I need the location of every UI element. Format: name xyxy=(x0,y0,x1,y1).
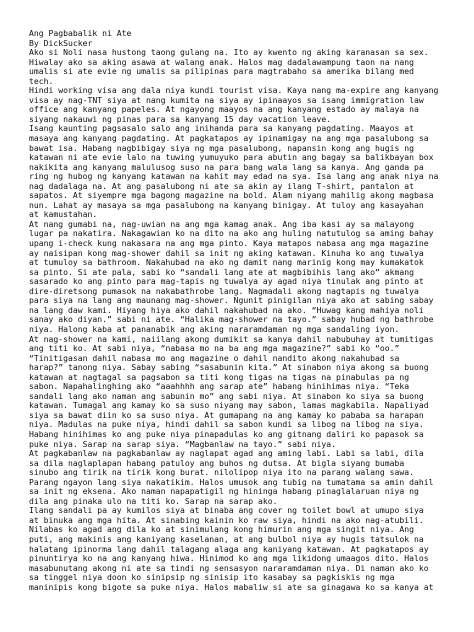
text-line: Nilabas ko agad ang dila ko at sinimulang kong himurin ang mga singit niya. Ang xyxy=(29,525,414,535)
text-line: maninipis kong bigote sa puke niya. Halos mabaliw si ate sa ginagawa ko sa kanya at xyxy=(29,582,434,592)
text-line: sa pinto. Si ate pala, sabi ko “sandali lang ate at magbibihis lang ako” akmang xyxy=(29,267,414,277)
text-line: tech. xyxy=(29,76,54,86)
text-line: visa ay nag-TNT siya at nang kumita na siya ay ipinaayos sa isang immigration law xyxy=(29,95,424,105)
text-line: nag dadalaga na. At ang pasalubong ni ate sa akin ay ilang T-shirt, pantalon at xyxy=(29,181,414,191)
text-line: sapatos. At siyempre mga bagong magazine na bold. Alam niyang mahilig akong magbasa xyxy=(29,191,434,201)
text-line: office ang kanyang papeles. At ngayong maayos na ang kanyang estado ay malaya na xyxy=(29,105,419,115)
text-line: halatang ipinorma lang dahil talagang alaga ang kaniyang katawan. At pagkatapos ay xyxy=(29,544,429,554)
text-line: siya sa bawat diin ko sa suso niya. At gumapang na ang kamay ko pababa sa harapan xyxy=(29,410,424,420)
text-line: at kamustahan. xyxy=(29,210,98,220)
text-line: At pagkabanlaw na pagkabanlaw ay naglapat agad ang aming labi. Labi sa labi, dila xyxy=(29,449,424,459)
text-line: sinubo ang tirik na tirik kong burat. nilolipop niya ito na parang walang sawa. xyxy=(29,468,414,478)
text-line: Isang kaunting pagsasalo salo ang inihanda para sa kanyang pagdating. Maayos at xyxy=(29,124,414,134)
text-line: Hiwalay ako sa aking asawa at walang anak. Halos mag dadalawampung taon na nang xyxy=(29,57,414,67)
text-line: ay naisipan kong mag-shower dahil sa init ng aking katawan. Kinuha ko ang tuwalya xyxy=(29,248,424,258)
text-line: At nang gumabi na, nag-uwian na ang mga kamag anak. Ang iba kasi ay sa malayong xyxy=(29,219,414,229)
text-line: para siya na lang ang maunang mag-shower. Ngunit pinigilan niya ako at sabing sabay xyxy=(29,296,434,306)
text-line: Ilang sandali pa ay kumilos siya at binaba ang cover ng toilet bowl at umupo siya xyxy=(29,506,424,516)
text-line: nun. Lahat ay masaya sa mga pasalubong na kanyang binigay. At tuloy ang kasayahan xyxy=(29,200,424,210)
text-line: at binuka ang mga hita. At sinabing kainin ko raw siya, hindi na ako nag-atubili. xyxy=(29,515,424,525)
text-line: ang titi ko. At sabi niya, “nabasa mo na ba ang mga magazine?” sabi ko “oo.” xyxy=(29,344,400,354)
text-line: na lang daw kami. Hiyang hiya ako dahil nakahubad na ako. “Huwag kang mahiya noli xyxy=(29,305,424,315)
text-line: harap?” tanong niya. Sabay sabing “sasabunin kita.” At sinabon niya akong sa buong xyxy=(29,363,429,373)
text-line: masaya ang kanyang pagdating. At pagkatapos ay ipinamigay na ang mga pasalubong sa xyxy=(29,134,429,144)
text-line: sandali lang ako naman ang sabunin mo” ang sabi niya. At sinabon ko siya sa buong xyxy=(29,391,424,401)
document-text xyxy=(29,48,459,592)
text-line: upang i-check kung nakasara na ang mga pinto. Kaya matapos nabasa ang mga magazine xyxy=(29,239,429,249)
text-line: nakikita ang kanyang malulusog suso na para bang wala lang sa kanya. Ang ganda pa xyxy=(29,162,424,172)
text-line: Habang hinihimas ko ang puke niya pinapadulas ko ang gitnang daliri ko papasok sa xyxy=(29,429,424,439)
text-line: katawan at nagtagal sa pagsabon sa titi kong tigas na tigas na pinabulas pa ng xyxy=(29,372,410,382)
document-title: Ang Pagbabalik ni Ate xyxy=(29,29,132,38)
text-line: Parang ngayon lang siya nakatikim. Halos umusok ang tubig na tumatama sa amin dahil xyxy=(29,477,434,487)
text-line: lugar pa nakatira. Nakagawian ko na dito na ako ang huling natutulog sa aming bahay xyxy=(29,229,434,239)
text-line: ring ng hubog ng kanyang katawan na kahit may edad na sya. Isa lang ang anak niya na xyxy=(29,172,439,182)
text-line: siyang nakauwi ng pinas para sa kanyang 15 day vacation leave. xyxy=(29,114,332,124)
text-line: “Tinitigasan dahil nabasa mo ang magazine o dahil nandito akong nakahubad sa xyxy=(29,353,400,363)
text-line: Ako si Noli nasa hustong taong gulang na. Ito ay kwento ng aking karanasan sa sex. xyxy=(29,48,429,58)
document-author: By DickSucker xyxy=(29,38,93,48)
text-line: umalis si ate evie ng umalis sa pilipinas para magtrabaho sa amerika bilang med xyxy=(29,67,414,77)
text-line: sabon. Napahalinghing ako “aaahhhh ang sarap ate” habang hinihimas niya. “Teka xyxy=(29,382,410,392)
text-line: sa dila naglaplapan habang patuloy ang buhos ng dutsa. At bigla siyang bumaba xyxy=(29,458,405,468)
text-line: bawat isa. Habang nagbibigay siya ng mga pasalubong, napansin kong ang hugis ng xyxy=(29,143,414,153)
text-line: Hindi working visa ang dala niya kundi tourist visa. Kaya nang ma-expire ang kanyang xyxy=(29,86,439,96)
text-line: At nag-shower na kami, naiilang akong dumikit sa kanya dahil nabubuhay at tumitigas xyxy=(29,334,434,344)
document-body xyxy=(29,29,459,592)
text-line: puti, ang makinis ang kaniyang kaselanan, at ang bulbol niya ay hugis tatsulok na xyxy=(29,534,424,544)
text-line: puke niya. Sarap na sarap siya. “Magbanlaw na tayo.” sabi niya. xyxy=(29,439,336,449)
text-line: sanay ako diyan.” sabi ni ate. “Halika mag-shower na tayo.” sabay hubad ng bathrobe xyxy=(29,315,434,325)
text-line: sasarado ko ang pinto para mag-tapis ng tuwalya ay agad niya tinulak ang pinto at xyxy=(29,277,424,287)
text-line: katawan. Tumagal ang kamay ko sa suso niyang may sabon, lamas magkabila. Napaliyad xyxy=(29,401,429,411)
text-line: masabunutang akong ni ate sa tindi ng sensasyon nararamdaman niya. Di naman ako ko xyxy=(29,563,429,573)
text-line: dila ang pinaka ulo na titi ko. Sarap na sarap ako. xyxy=(29,496,278,506)
text-line: pinuntirya ko na ang kanyang hiwa. Hinimod ko ang mga likidong umaagos dito. Halos xyxy=(29,554,429,564)
text-line: niya. Madulas na puke niya, hindi dahil sa sabon kundi sa libog na libog na siya. xyxy=(29,420,424,430)
text-line: katawan ni ate evie lalo na tuwing yumuyuko para abutin ang bagay sa balikbayan box xyxy=(29,153,434,163)
text-line: dire-diretsong pumasok na nakabathrobe lang. Nagmadali akong nagtapis ng tuwalya xyxy=(29,286,419,296)
text-line: sa init ng eksena. Ako naman napapatigil ng hininga habang pinaglalaruan niya ng xyxy=(29,487,419,497)
text-line: niya. Halong kaba at pananabik ang aking nararamdaman ng mga sandaling iyon. xyxy=(29,324,400,334)
text-line: at tumuloy sa bathroom. Nakahubad na ako ng damit nang marinig kong may kumakatok xyxy=(29,258,424,268)
text-line: sa tinggel niya doon ko sinipsip ng sinisip ito kasabay sa pagkiskis ng mga xyxy=(29,573,395,583)
